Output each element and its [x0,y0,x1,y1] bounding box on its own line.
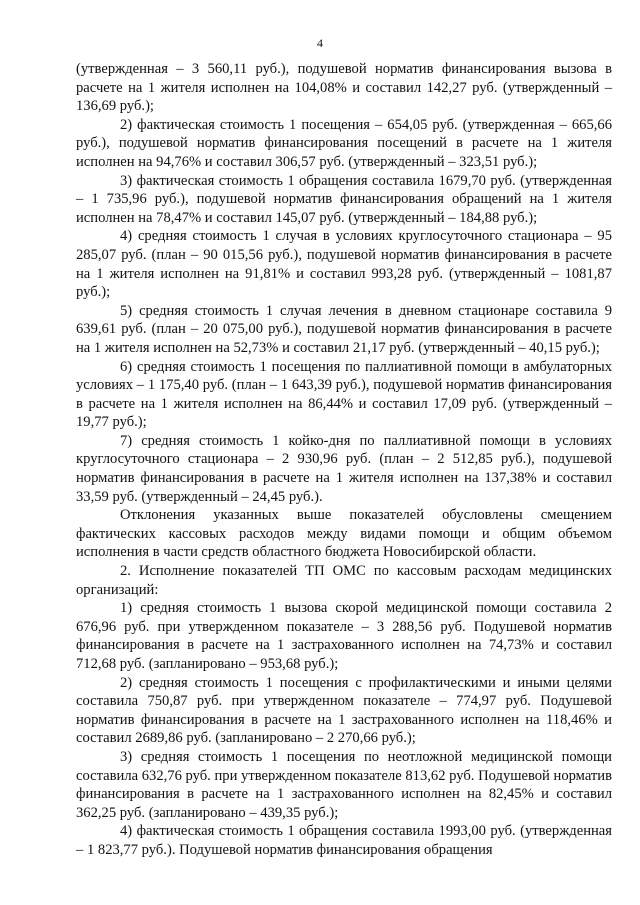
paragraph-item-2: 2) фактическая стоимость 1 посещения – 654,05 руб. (утвержденная – 665,66 руб.), подушевой норматив финансирования посещений в расчете на 1 жителя исполнен на 94,76% и составил 306,57 руб. (утвержденный – 323,51 руб.); [76,116,612,170]
paragraph-section-2-heading: 2. Исполнение показателей ТП ОМС по кассовым расходам медицинских организаций: [76,563,612,598]
paragraph-oms-item-3: 3) средняя стоимость 1 посещения по неотложной медицинской помощи составила 632,76 руб. при утвержденном показателе 813,62 руб. Подушевой норматив финансирования в расчете на 1 застрахованного исполнен на 82,45% и составил 362,25 руб. (запланировано – 439,35 руб.); [76,748,612,821]
paragraph-item-5: 5) средняя стоимость 1 случая лечения в дневном стационаре составила 9 639,61 руб. (план – 20 075,00 руб.), подушевой норматив финансирования в расчете на 1 жителя исполнен на 52,73% и составил 21,17 руб. (утвержденный – 40,15 руб.); [76,302,612,356]
paragraph-continuation: (утвержденная – 3 560,11 руб.), подушевой норматив финансирования вызова в расчете на 1 жителя исполнен на 104,08% и составил 142,27 руб. (утвержденный – 136,69 руб.); [76,61,612,115]
paragraph-item-7: 7) средняя стоимость 1 койко-дня по паллиативной помощи в условиях круглосуточного стационара – 2 930,96 руб. (план – 2 512,85 руб.), подушевой норматив финансирования в расчете на 1 жителя исполнен на 137,38% и составил 33,59 руб. (утвержденный – 24,45 руб.). [76,432,612,505]
paragraph-oms-item-4: 4) фактическая стоимость 1 обращения составила 1993,00 руб. (утвержденная – 1 823,77 руб.). Подушевой норматив финансирования обращения [76,823,612,858]
paragraph-deviation-note: Отклонения указанных выше показателей обусловлены смещением фактических кассовых расходов между видами помощи и общим объемом исполнения в части средств областного бюджета Новосибирской области. [76,507,612,561]
paragraph-item-3: 3) фактическая стоимость 1 обращения составила 1679,70 руб. (утвержденная – 1 735,96 руб.), подушевой норматив финансирования обращений на 1 жителя исполнен на 78,47% и составил 145,07 руб. (утвержденный – 184,88 руб.); [76,172,612,226]
paragraph-oms-item-1: 1) средняя стоимость 1 вызова скорой медицинской помощи составила 2 676,96 руб. при утвержденном показателе – 3 288,56 руб. Подушевой норматив финансирования в расчете на 1 застрахованного исполнен на 74,73% и составил 712,68 руб. (запланировано – 953,68 руб.); [76,600,612,672]
page-number: 4 [317,36,323,50]
document-body [76,60,612,860]
paragraph-item-4: 4) средняя стоимость 1 случая в условиях круглосуточного стационара – 95 285,07 руб. (план – 90 015,56 руб.), подушевой норматив финансирования в расчете на 1 жителя исполнен на 91,81% и составил 993,28 руб. (утвержденный – 1081,87 руб.); [76,228,612,301]
paragraph-item-6: 6) средняя стоимость 1 посещения по паллиативной помощи в амбулаторных условиях – 1 175,40 руб. (план – 1 643,39 руб.), подушевой норматив финансирования в расчете на 1 жителя исполнен на 86,44% и составил 17,09 руб. (утвержденный – 19,77 руб.); [76,358,612,431]
paragraph-oms-item-2: 2) средняя стоимость 1 посещения с профилактическими и иными целями составила 750,87 руб. при утвержденном показателе – 774,97 руб. Подушевой норматив финансирования в расчете на 1 застрахованного исполнен на 118,46% и составил 2689,86 руб. (запланировано – 2 270,66 руб.); [76,674,612,747]
